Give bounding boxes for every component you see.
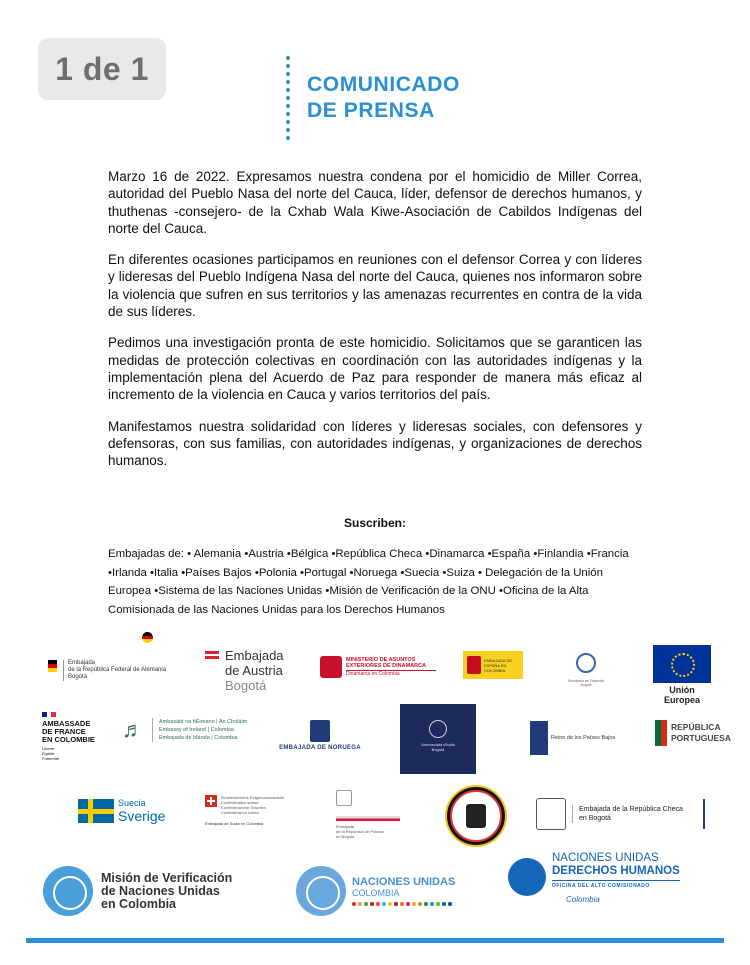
press-release-body xyxy=(108,168,642,483)
logo-ohchr xyxy=(508,852,680,904)
un-mission-line1: Misión de Verificación xyxy=(101,870,233,885)
austria-line3: Bogotá xyxy=(225,678,267,693)
denmark-sublabel: Dinamarca en Colombia xyxy=(346,670,436,677)
ohchr-line4: Colombia xyxy=(566,895,600,904)
paragraph: En diferentes ocasiones participamos en reuniones con el defensor Correa y con líderes y lideresas del Pueblo Indígena Nasa del norte del Cauca, quienes nos informaron sobre la violencia que sufren en sus territorios y las amenazas recurrentes en contra de la vida de sus líderes. xyxy=(108,252,642,320)
paragraph: Marzo 16 de 2022. Expresamos nuestra condena por el homicidio de Miller Correa, autoridad del Pueblo Nasa del norte del Cauca, líder, defensor de derechos humanos, y thuthenas -consejero- de la Cxhab Wala Kiwe-Asociación de Cabildos Indígenas del norte del Cauca. xyxy=(108,169,642,236)
un-mission-line2: de Naciones Unidas xyxy=(101,883,220,898)
logo-norway xyxy=(278,720,362,751)
logo-poland xyxy=(336,790,400,839)
spain-crest-icon xyxy=(467,656,481,674)
page-title xyxy=(307,72,460,124)
subscribers-heading: Suscriben: xyxy=(343,516,406,530)
logo-finland xyxy=(566,653,606,687)
title-line-2: DE PRENSA xyxy=(307,99,435,122)
austria-line1: Embajada xyxy=(225,648,284,663)
netherlands-label: Reino de los Países Bajos xyxy=(551,735,616,741)
ohchr-line3: OFICINA DEL ALTO COMISIONADO xyxy=(552,880,680,889)
germany-label: Embajada de la República Federal de Alemania Bogotá xyxy=(63,660,166,681)
finland-emblem-icon xyxy=(576,653,596,673)
logo-italy xyxy=(400,704,476,774)
austria-line2: de Austria xyxy=(225,663,283,678)
switzerland-sublabel: Embajada de Suiza en Colombia xyxy=(205,821,264,826)
france-line2: DE FRANCE xyxy=(42,727,86,736)
bottom-divider xyxy=(26,938,724,943)
logo-spain xyxy=(463,651,523,679)
paragraph: Manifestamos nuestra solidaridad con líderes y lideresas sociales, con defensores y defensoras, con sus familias, con autoridades indígenas, y organizaciones de derechos humanos. xyxy=(108,418,642,469)
ireland-label: Ambasáid na hÉireann | An Choláim Embassy of Ireland | Colombia Embajada de Irlanda | Colombia xyxy=(152,718,247,742)
italy-label: Ambasciata d'Italia Bogotà xyxy=(421,742,455,752)
france-line3: EN COLOMBIE xyxy=(42,735,95,744)
czech-blue-bar xyxy=(703,799,705,829)
harp-icon: ♬ xyxy=(122,717,144,742)
sdg-color-dots xyxy=(352,902,455,906)
logo-sweden xyxy=(78,798,165,824)
norway-crest-icon xyxy=(310,720,330,742)
norway-label: EMBAJADA DE NORUEGA xyxy=(279,745,361,751)
logo-netherlands xyxy=(530,721,615,755)
paragraph: Pedimos una investigación pronta de este homicidio. Solicitamos que se garanticen las medidas de protección colectivas en coordinación con las autoridades indígenas y la implementación plena del Acuerdo de Paz para responder de manera más eficaz al incremento de la violencia en Cauca y varios territorios del país. xyxy=(108,335,642,403)
austria-flag-icon xyxy=(205,651,219,654)
logo-portugal xyxy=(655,720,731,746)
logo-germany xyxy=(48,660,166,681)
un-emblem-icon xyxy=(296,866,346,916)
france-flag-icon xyxy=(42,712,56,717)
un-colombia-line2: COLOMBIA xyxy=(352,888,400,898)
sweden-line1: Suecia xyxy=(118,798,146,808)
italy-emblem-icon xyxy=(429,720,447,738)
logo-un-colombia xyxy=(296,866,455,916)
logo-france xyxy=(42,712,95,761)
ohchr-line2: DERECHOS HUMANOS xyxy=(552,865,680,877)
ohchr-line1: NACIONES UNIDAS xyxy=(552,852,659,864)
portugal-line2: PORTUGUESA xyxy=(671,733,731,743)
un-emblem-icon xyxy=(43,866,93,916)
poland-eagle-icon xyxy=(336,790,352,806)
logo-switzerland xyxy=(205,795,284,826)
sweden-flag-icon xyxy=(78,799,114,823)
switzerland-label: Schweizerische Eidgenossenschaft Confédération suisse Confederazione Svizzera Confederaziun svizra xyxy=(221,795,284,815)
spain-label: EMBAJADA DE ESPAÑA EN COLOMBIA xyxy=(484,657,513,673)
czech-lion-icon xyxy=(536,798,566,830)
eu-flag-icon xyxy=(653,645,711,683)
logo-denmark xyxy=(320,656,436,678)
eu-label: Unión Europea xyxy=(663,685,700,705)
denmark-label: MINISTERIO DE ASUNTOS EXTERIORES DE DINAMARCA xyxy=(346,657,427,669)
germany-eagle-icon xyxy=(142,632,153,643)
un-mission-line3: en Colombia xyxy=(101,896,177,911)
header-dotted-divider xyxy=(285,56,291,144)
portugal-flag-icon xyxy=(655,720,667,746)
logo-un-mission xyxy=(43,866,232,916)
france-motto: Liberté Égalité Fraternité xyxy=(42,746,60,761)
subscribers-list: Embajadas de: • Alemania •Austria •Bélgica •República Checa •Dinamarca •España •Finlandia •Francia •Irlanda •Italia •Países Bajos •Polonia •Portugal •Noruega •Suecia •Suiza • Delegación de la Unión Europea •Sistema de las Naciones Unidas •Misión de Verificación de la ONU •Oficina de la Alta Comisionada de las Naciones Unidas para los Derechos Humanos xyxy=(108,548,629,616)
logo-belgium xyxy=(450,790,502,842)
belgium-crest-icon xyxy=(466,804,486,828)
un-human-rights-icon xyxy=(508,858,546,896)
logo-eu xyxy=(653,645,711,705)
netherlands-crest-icon xyxy=(530,721,548,755)
logo-austria xyxy=(205,648,284,693)
logo-czech xyxy=(536,798,705,830)
un-colombia-line1: NACIONES UNIDAS xyxy=(352,876,456,888)
portugal-line1: REPÚBLICA xyxy=(671,722,721,732)
czech-label: Embajada de la República Checa en Bogotá xyxy=(572,805,683,823)
poland-flag-bar xyxy=(336,816,400,821)
title-line-1: COMUNICADO xyxy=(307,73,460,96)
sweden-line2: Sverige xyxy=(118,808,166,824)
page-count-badge: 1 de 1 xyxy=(38,38,166,100)
denmark-crest-icon xyxy=(320,656,342,678)
finland-label: Embajada de Finlandia Bogotá xyxy=(568,679,604,687)
swiss-flag-icon xyxy=(205,795,217,807)
poland-label: Embajada de la República de Polonia en Bogotá xyxy=(336,824,384,839)
france-line1: AMBASSADE xyxy=(42,719,91,728)
logo-ireland xyxy=(122,718,247,742)
